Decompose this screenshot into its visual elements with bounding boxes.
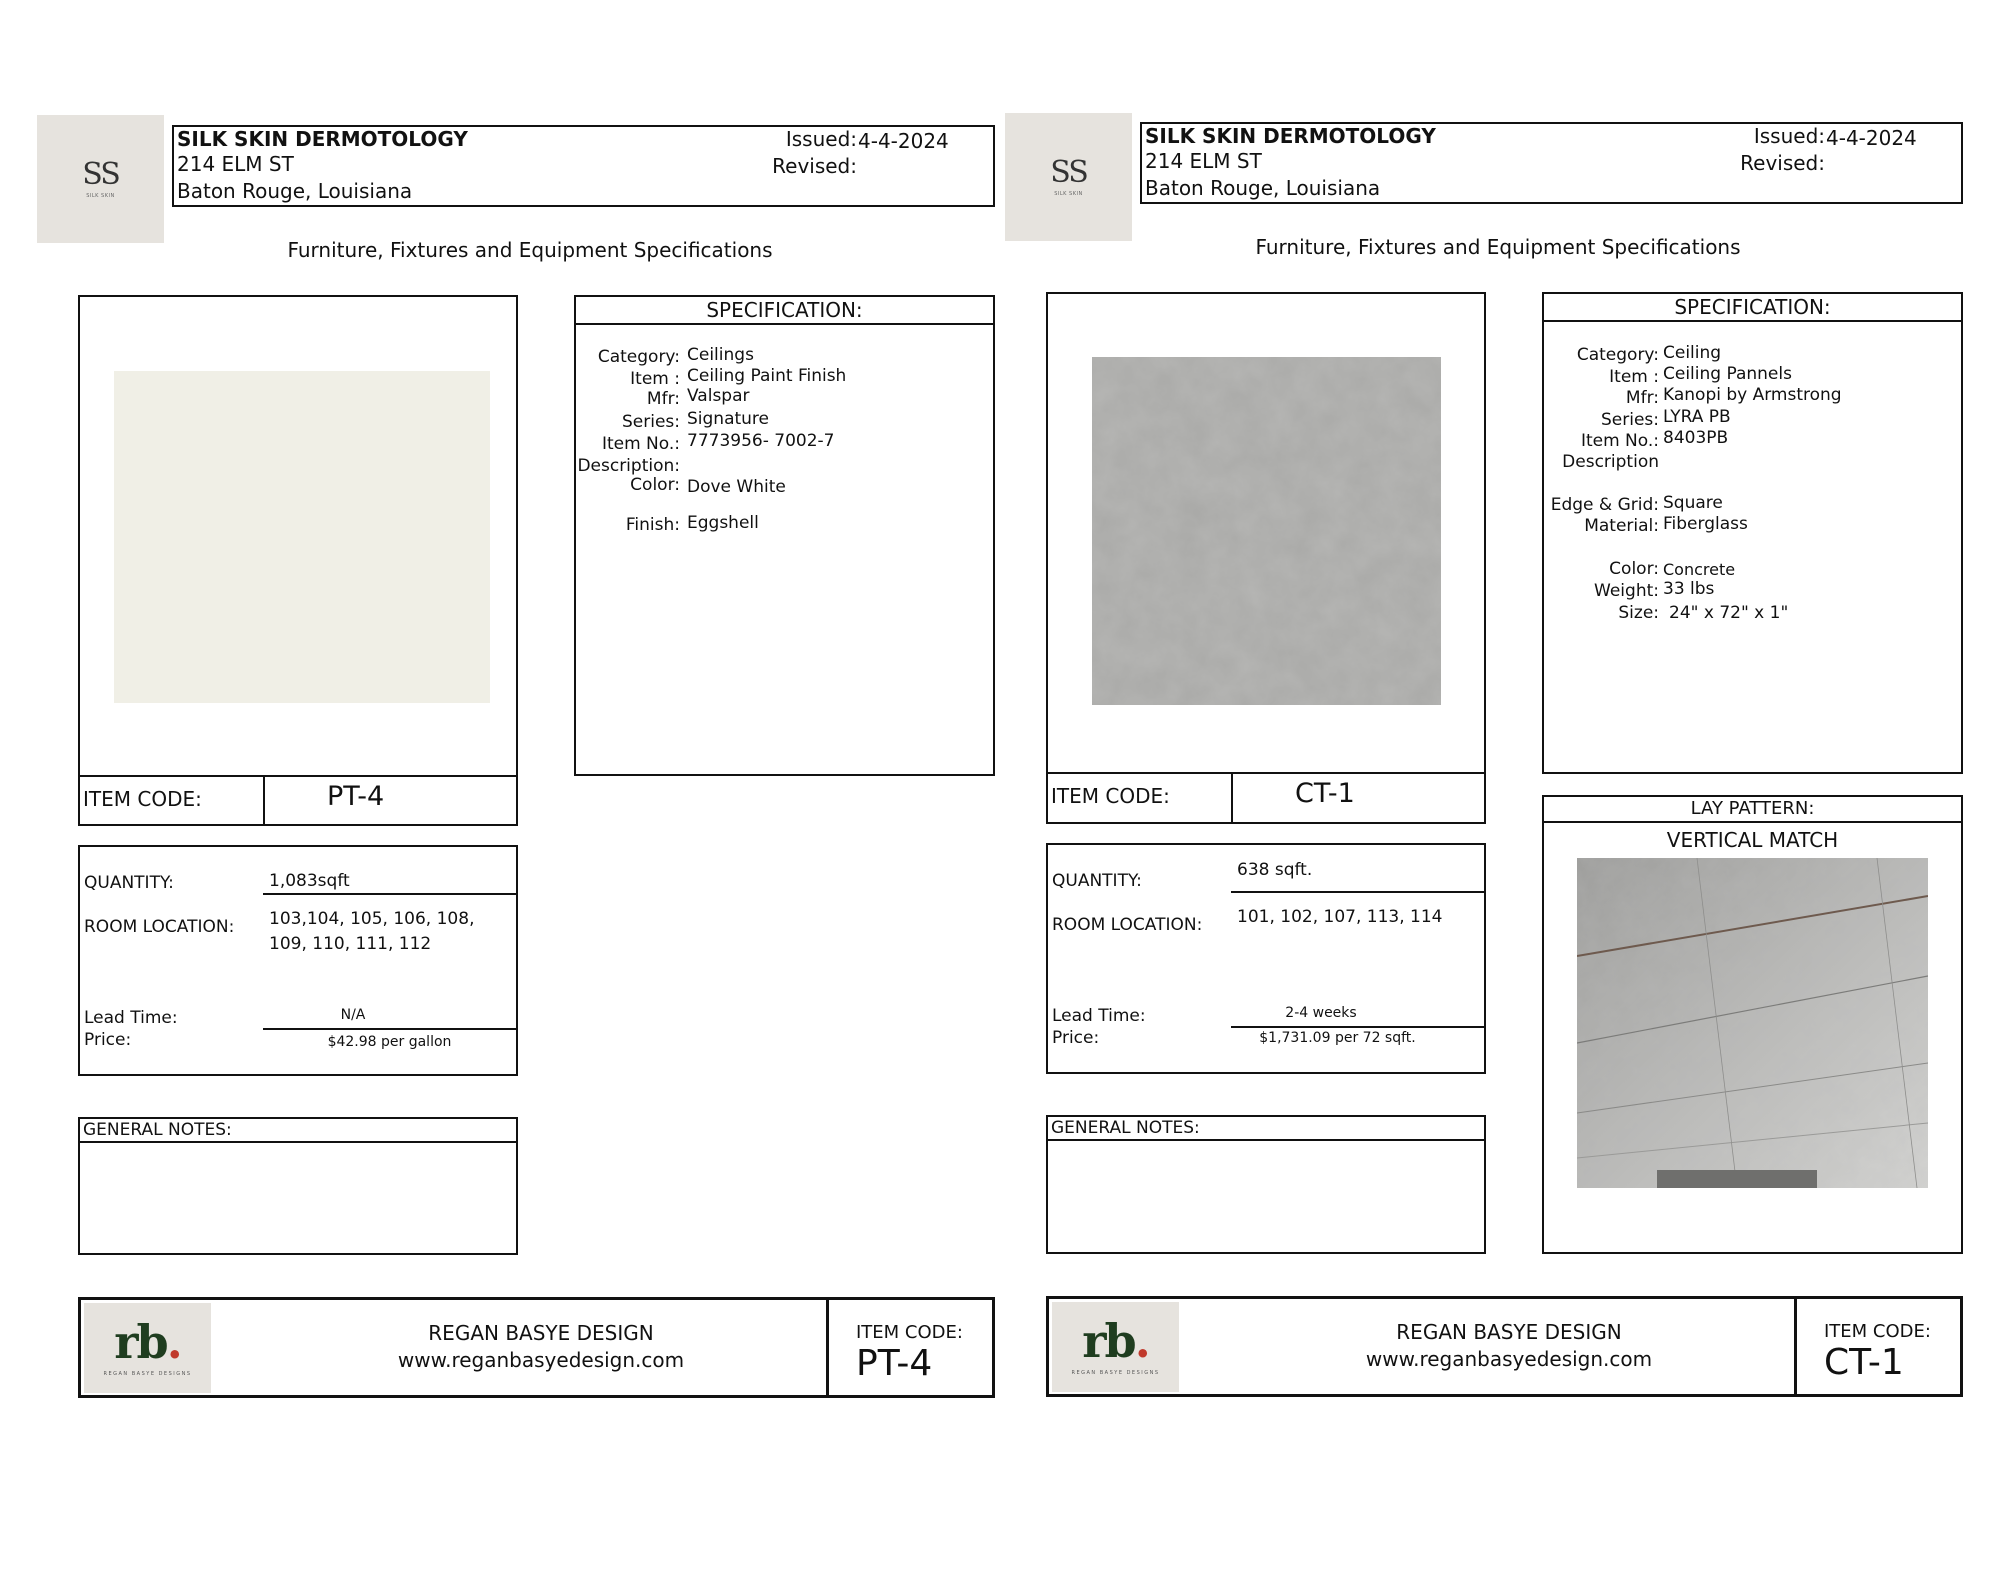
spec-value: LYRA PB — [1663, 407, 1731, 427]
spec-label: Color: — [1609, 559, 1659, 579]
spec-heading: SPECIFICATION: — [706, 298, 863, 322]
lay-pattern-label: LAY PATTERN: — [1690, 798, 1815, 819]
client-name: SILK SKIN DERMOTOLOGY — [1145, 124, 1436, 148]
spec-label: Mfr: — [646, 389, 680, 409]
paint-swatch — [114, 371, 490, 703]
ceiling-panel-swatch — [1092, 357, 1441, 705]
divider — [1231, 1026, 1484, 1028]
client-logo-subtext: SILK SKIN — [86, 192, 115, 199]
item-code-label: ITEM CODE: — [83, 787, 202, 811]
spec-heading: SPECIFICATION: — [1674, 295, 1831, 319]
room-location-value: 103,104, 105, 106, 108, — [269, 909, 475, 929]
spec-label: Description — [1562, 452, 1659, 472]
spec-label: Category: — [1576, 345, 1659, 365]
footer-item-code: CT-1 — [1824, 1342, 1904, 1383]
spec-label: Finish: — [625, 515, 680, 535]
spec-value: Dove White — [687, 477, 786, 497]
item-code-value: PT-4 — [327, 781, 385, 812]
spec-label: Item No.: — [601, 434, 680, 454]
quantity-label: QUANTITY: — [1052, 871, 1142, 891]
lay-pattern-photo — [1577, 858, 1928, 1188]
header-box — [1140, 122, 1963, 204]
revised-label: Revised: — [772, 154, 857, 178]
spec-value: 33 lbs — [1663, 579, 1715, 599]
spec-value: Eggshell — [687, 513, 759, 533]
designer-website[interactable]: www.reganbasyedesign.com — [397, 1348, 685, 1372]
header-box — [172, 125, 995, 207]
issued-date: 4-4-2024 — [858, 129, 949, 153]
spec-label: Series: — [1600, 410, 1659, 430]
price-label: Price: — [84, 1030, 132, 1050]
spec-label: Item : — [630, 369, 680, 389]
lead-time-label: Lead Time: — [84, 1008, 178, 1028]
spec-label: Item : — [1609, 367, 1659, 387]
spec-label: Item No.: — [1580, 431, 1659, 451]
specification-box — [574, 295, 995, 776]
spec-value: Square — [1663, 493, 1723, 513]
footer-item-code-label: ITEM CODE: — [1824, 1321, 1931, 1342]
designer-logo-subtext: REGAN BASYE DESIGNS — [1071, 1370, 1160, 1376]
spec-value: Kanopi by Armstrong — [1663, 385, 1842, 405]
divider — [263, 893, 516, 895]
divider — [80, 1141, 516, 1143]
footer-box — [78, 1297, 995, 1398]
designer-logo-dot: . — [166, 1315, 181, 1369]
designer-website[interactable]: www.reganbasyedesign.com — [1365, 1347, 1653, 1371]
designer-logo — [84, 1303, 211, 1393]
details-box — [78, 845, 518, 1076]
revised-label: Revised: — [1740, 151, 1825, 175]
designer-logo-dot: . — [1134, 1314, 1149, 1368]
divider — [263, 775, 265, 824]
price-value: $1,731.09 per 72 sqft. — [1259, 1030, 1416, 1046]
spec-value: Fiberglass — [1663, 514, 1748, 534]
divider — [1544, 320, 1961, 322]
general-notes-label: GENERAL NOTES: — [83, 1120, 232, 1140]
specification-box — [1542, 292, 1963, 774]
spec-label: Material: — [1584, 516, 1659, 536]
lay-pattern-value: VERTICAL MATCH — [1666, 828, 1839, 852]
designer-logo-subtext: REGAN BASYE DESIGNS — [103, 1371, 192, 1377]
divider — [1544, 821, 1961, 823]
designer-logo-mark — [1082, 1314, 1149, 1368]
price-value: $42.98 per gallon — [327, 1034, 452, 1050]
page-title: Furniture, Fixtures and Equipment Specifications — [1255, 235, 1741, 259]
spec-value: Valspar — [687, 386, 750, 406]
spec-label: Color: — [630, 475, 680, 495]
lead-time-value: N/A — [340, 1007, 366, 1023]
room-location-value: 101, 102, 107, 113, 114 — [1237, 907, 1443, 927]
divider — [1231, 772, 1233, 822]
spec-label: Description: — [577, 456, 680, 476]
general-notes-box — [78, 1117, 518, 1255]
client-name: SILK SKIN DERMOTOLOGY — [177, 127, 468, 151]
spec-value: Signature — [687, 409, 770, 429]
divider — [576, 323, 993, 325]
room-location-value: 109, 110, 111, 112 — [269, 934, 432, 954]
item-code-label: ITEM CODE: — [1051, 784, 1170, 808]
client-street: 214 ELM ST — [177, 152, 294, 176]
client-logo-subtext: SILK SKIN — [1054, 190, 1083, 197]
divider — [1048, 1139, 1484, 1141]
quantity-value: 638 sqft. — [1237, 860, 1313, 880]
quantity-label: QUANTITY: — [84, 873, 174, 893]
general-notes-box — [1046, 1115, 1486, 1254]
item-code-value: CT-1 — [1295, 778, 1355, 809]
divider — [263, 1028, 516, 1030]
client-logo — [1005, 113, 1132, 241]
details-box — [1046, 843, 1486, 1074]
issued-label: Issued: — [1753, 124, 1825, 148]
lay-pattern-box — [1542, 795, 1963, 1254]
spec-sheet-ct1 — [968, 0, 1968, 1571]
designer-logo-letters: rb — [114, 1315, 167, 1369]
designer-name: REGAN BASYE DESIGN — [1396, 1320, 1622, 1344]
quantity-value: 1,083sqft — [269, 871, 350, 891]
footer-item-code-label: ITEM CODE: — [856, 1322, 963, 1343]
divider — [826, 1300, 829, 1395]
client-logo-monogram: SS — [1050, 154, 1087, 190]
client-logo — [37, 115, 164, 243]
designer-logo-mark — [114, 1315, 181, 1369]
product-image-box — [78, 295, 518, 826]
client-city: Baton Rouge, Louisiana — [1145, 176, 1381, 200]
spec-value: 7773956- 7002-7 — [687, 431, 835, 451]
spec-value: 8403PB — [1663, 428, 1729, 448]
spec-value: Concrete — [1663, 560, 1736, 579]
divider — [1048, 772, 1484, 774]
client-logo-monogram: SS — [82, 156, 119, 192]
spec-value: 24" x 72" x 1" — [1669, 603, 1789, 623]
issued-label: Issued: — [785, 127, 857, 151]
room-location-label: ROOM LOCATION: — [1052, 915, 1203, 935]
designer-name: REGAN BASYE DESIGN — [428, 1321, 654, 1345]
room-location-label: ROOM LOCATION: — [84, 917, 235, 937]
divider — [1794, 1299, 1797, 1394]
divider — [80, 775, 516, 777]
footer-item-code: PT-4 — [856, 1343, 933, 1384]
client-street: 214 ELM ST — [1145, 149, 1262, 173]
spec-label: Category: — [597, 347, 680, 367]
spec-label: Mfr: — [1625, 388, 1659, 408]
lead-time-label: Lead Time: — [1052, 1006, 1146, 1026]
spec-label: Edge & Grid: — [1550, 495, 1659, 515]
spec-label: Series: — [621, 412, 680, 432]
spec-value: Ceiling Paint Finish — [687, 366, 847, 386]
lead-time-value: 2-4 weeks — [1285, 1005, 1357, 1021]
product-image-box — [1046, 292, 1486, 824]
page-title: Furniture, Fixtures and Equipment Specifications — [287, 238, 773, 262]
spec-value: Ceilings — [687, 345, 754, 365]
client-city: Baton Rouge, Louisiana — [177, 179, 413, 203]
spec-value: Ceiling — [1663, 343, 1722, 363]
spec-value: Ceiling Pannels — [1663, 364, 1792, 384]
designer-logo — [1052, 1302, 1179, 1392]
spec-label: Size: — [1618, 603, 1659, 623]
price-label: Price: — [1052, 1028, 1100, 1048]
issued-date: 4-4-2024 — [1826, 126, 1917, 150]
footer-box — [1046, 1296, 1963, 1397]
spec-label: Weight: — [1594, 581, 1659, 601]
divider — [1231, 891, 1484, 893]
general-notes-label: GENERAL NOTES: — [1051, 1118, 1200, 1138]
designer-logo-letters: rb — [1082, 1314, 1135, 1368]
